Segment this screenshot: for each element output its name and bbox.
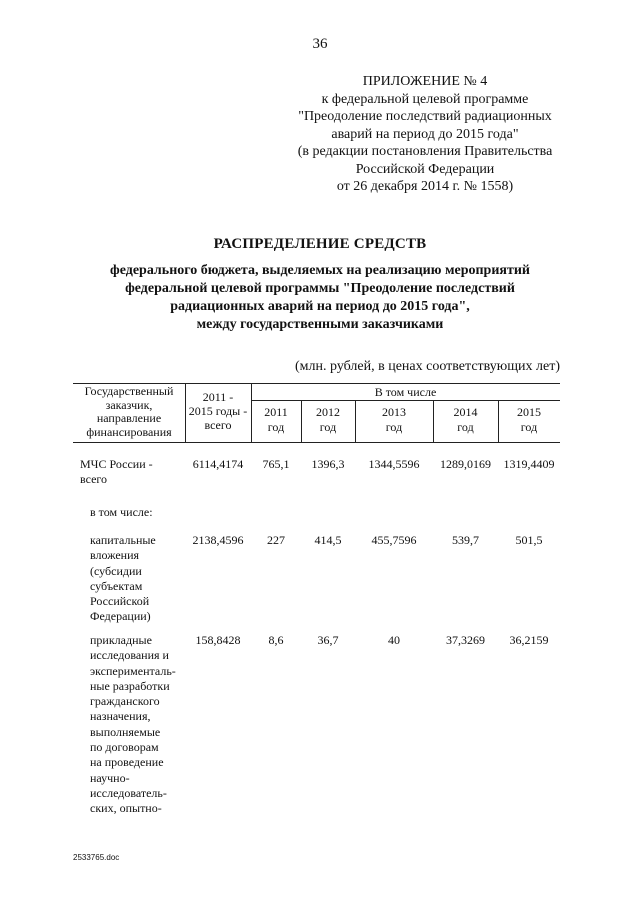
cell-2012: 1396,3	[311, 457, 345, 471]
header-year-label: 2014	[453, 405, 478, 419]
row-name-line: прикладные	[90, 633, 152, 647]
cell-2014: 539,7	[452, 533, 479, 547]
header-customer-line: заказчик,	[105, 397, 153, 412]
appendix-block	[255, 73, 595, 196]
row-name-line: гражданского	[90, 694, 160, 709]
cell-2011: 8,6	[268, 633, 284, 647]
header-group: В том числе	[374, 385, 437, 399]
row-name-line: на проведение	[90, 755, 164, 770]
cell-total: 158,8428	[195, 633, 241, 647]
subtitle-line: федеральной целевой программы "Преодоление последствий	[125, 281, 515, 296]
row-name-line: Федерации)	[90, 609, 151, 624]
row-name-line: исследователь-	[90, 785, 167, 800]
row-name-line: вложения	[90, 548, 140, 563]
appendix-line: от 26 декабря 2014 г. № 1558)	[336, 179, 514, 194]
row-name-line: ских, опытно-	[90, 801, 162, 816]
row-name	[80, 457, 186, 488]
appendix-line: Российской Федерации	[355, 161, 495, 177]
units-note: (млн. рублей, в ценах соответствующих лет)	[295, 359, 560, 374]
row-name-line: ные разработки	[90, 678, 170, 693]
header-total-line: всего	[204, 418, 232, 432]
header-year-unit: год	[385, 420, 403, 434]
cell-2014: 37,3269	[446, 633, 485, 647]
header-group-divider	[251, 400, 560, 401]
header-year-2014	[433, 405, 498, 435]
cell-2011: 227	[267, 533, 285, 547]
cell-total: 6114,4174	[192, 457, 244, 471]
header-year-unit: год	[457, 420, 474, 434]
cell-2013: 40	[388, 633, 400, 647]
cell-2015: 501,5	[515, 533, 543, 547]
row-name-line: МЧС России -	[80, 457, 153, 471]
cell-2015: 36,2159	[509, 633, 549, 647]
header-year-label: 2011	[264, 405, 288, 419]
appendix-line: (в редакции постановления Правительства	[297, 144, 553, 159]
appendix-line: аварий на период до 2015 года"	[331, 126, 519, 142]
page-number: 36	[312, 36, 328, 52]
row-name-line: (субсидии	[90, 563, 142, 578]
header-year-unit: год	[319, 420, 337, 434]
row-name-line: субъектам	[90, 578, 143, 593]
row-name-line: эксперименталь-	[90, 663, 176, 678]
header-year-label: 2015	[517, 405, 541, 419]
row-name-line: Российской	[90, 594, 150, 609]
header-customer	[73, 385, 185, 439]
header-year-2013	[355, 405, 433, 435]
row-name-line: назначения,	[90, 709, 151, 724]
document-title: РАСПРЕДЕЛЕНИЕ СРЕДСТВ	[213, 236, 427, 252]
subtitle-line: федерального бюджета, выделяемых на реализацию мероприятий	[110, 263, 530, 278]
header-year-label: 2012	[316, 405, 340, 419]
header-total-line: 2015 годы -	[188, 404, 248, 418]
row-name-line: всего	[80, 472, 108, 487]
header-year-unit: год	[520, 420, 538, 434]
footer-filename: 2533765.doc	[73, 853, 120, 862]
cell-2015: 1319,4409	[503, 457, 555, 471]
row-name	[90, 633, 196, 817]
cell-2012: 36,7	[317, 633, 339, 647]
header-total	[185, 390, 251, 432]
header-year-unit: год	[267, 420, 285, 434]
cell-2013: 1344,5596	[368, 457, 420, 471]
cell-2011: 765,1	[262, 457, 290, 471]
row-name-line: в том числе:	[90, 505, 153, 519]
header-customer-line: финансирования	[86, 424, 172, 439]
header-customer-line: Государственный	[84, 384, 174, 398]
table-header	[73, 383, 560, 443]
row-name-line: капитальные	[90, 533, 156, 547]
appendix-line: "Преодоление последствий радиационных	[298, 109, 552, 124]
row-name-line: по договорам	[90, 740, 159, 755]
row-name-line: научно-	[90, 770, 130, 785]
row-name-line: выполняемые	[90, 724, 161, 739]
appendix-line: ПРИЛОЖЕНИЕ № 4	[362, 74, 488, 89]
header-total-line: 2011 -	[202, 390, 234, 404]
row-name	[90, 533, 196, 625]
cell-2014: 1289,0169	[440, 457, 491, 471]
appendix-line: к федеральной целевой программе	[321, 91, 529, 107]
header-year-2015	[498, 405, 560, 435]
header-customer-line: направление	[96, 411, 162, 425]
cell-total: 2138,4596	[192, 533, 244, 547]
header-year-2012	[301, 405, 355, 435]
row-name-line: исследования и	[90, 648, 169, 663]
document-subtitle	[60, 262, 580, 334]
cell-2013: 455,7596	[371, 533, 417, 547]
header-year-label: 2013	[382, 405, 406, 419]
subtitle-line: радиационных аварий на период до 2015 года",	[170, 299, 470, 314]
subtitle-line: между государственными заказчиками	[196, 317, 444, 332]
cell-2012: 414,5	[314, 533, 342, 547]
header-year-2011	[251, 405, 301, 435]
row-name	[90, 505, 196, 520]
